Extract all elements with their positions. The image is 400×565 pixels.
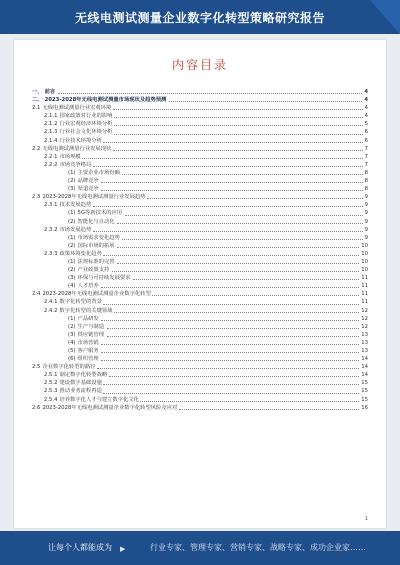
toc-entry-title: 2023-2028年无线电测试测量企业数字化转型风险及应对 [42,404,178,411]
toc-entry-title: 无线电测试测量行业发展现状 [42,145,112,152]
toc-entry-title: 法规标准的完善 [77,258,115,265]
toc-leader-dots [117,247,359,248]
toc-entry[interactable] [32,128,368,136]
toc-entry-page: 9 [364,210,368,217]
toc-entry[interactable] [32,379,368,387]
toc-entry-number: 2.5 [32,364,41,371]
toc-entry-number: 2.3.1 [44,202,58,209]
arrow-right-icon: ▶ [120,545,126,553]
toc-entry-page: 15 [361,388,368,395]
toc-entry[interactable] [32,347,368,355]
toc-leader-dots [179,409,359,410]
toc-leader-dots [114,134,363,135]
toc-entry[interactable] [32,169,368,177]
toc-entry-number: (3) [68,186,76,193]
toc-entry-number: (1) [68,210,76,217]
toc-entry-page: 11 [361,299,368,306]
toc-entry[interactable] [32,112,368,120]
toc-entry-number: 2.1 [32,105,41,112]
table-of-contents [32,88,368,412]
toc-entry-page: 12 [361,307,368,314]
toc-entry-page: 15 [361,380,368,387]
toc-entry-number: 2.3.2 [44,226,58,233]
toc-leader-dots [122,239,363,240]
toc-entry-page: 6 [364,137,368,144]
toc-entry-page: 4 [364,97,368,104]
report-footer [0,531,400,565]
toc-entry-number: (5) [68,348,76,354]
toc-entry[interactable] [32,88,368,96]
toc-entry[interactable] [32,161,368,169]
toc-entry[interactable] [32,282,368,290]
toc-entry-number: 2.4.2 [44,307,58,314]
toc-leader-dots [97,368,359,369]
toc-entry-page: 8 [364,178,368,185]
toc-entry[interactable] [32,307,368,315]
toc-entry[interactable] [32,104,368,112]
toc-entry-title: 行业技术环境分析 [59,137,102,144]
toc-entry[interactable] [32,137,368,145]
toc-entry-number: 2.2 [32,145,41,152]
toc-leader-dots [93,166,363,167]
toc-entry-number: 一、 [32,89,43,95]
toc-leader-dots [107,336,359,337]
toc-entry[interactable] [32,331,368,339]
toc-entry-page: 14 [361,364,368,371]
toc-entry-title: 环保与可持续发展要求 [77,275,131,282]
toc-entry-page: 9 [364,226,368,233]
toc-entry-number: (2) [68,218,76,225]
toc-leader-dots [114,125,363,126]
toc-entry-title: 国家政策对行业的影响 [59,113,113,120]
toc-entry-number: (6) [68,356,76,363]
toc-leader-dots [103,304,359,305]
toc-entry[interactable] [32,177,368,185]
toc-leader-dots [101,344,359,345]
toc-leader-dots [107,328,359,329]
toc-entry[interactable] [32,258,368,266]
toc-entry[interactable] [32,218,368,226]
report-header [0,0,400,34]
toc-entry-number: 2.5.2 [44,380,58,387]
toc-entry-title: 行业宏观经济环境分析 [59,121,113,128]
toc-entry-page: 16 [361,404,368,411]
toc-leader-dots [58,93,362,94]
toc-entry-number: (3) [68,331,76,338]
toc-entry-title: 无线电测试测量行业宏观环境 [42,105,112,112]
toc-entry-number: 2.1.1 [44,113,58,120]
toc-entry-title: 生产与制造 [77,323,105,330]
toc-entry-page: 4 [364,105,368,112]
document-page [14,40,386,528]
toc-entry[interactable] [32,185,368,193]
toc-title: 内容目录 [171,58,228,72]
toc-leader-dots [82,158,363,159]
toc-entry[interactable] [32,396,368,404]
toc-leader-dots [93,206,363,207]
toc-entry-number: 2.5.4 [44,396,58,403]
toc-entry[interactable] [32,266,368,274]
toc-entry-number: 2.4.1 [44,299,58,306]
toc-entry-title: 客户服务 [77,348,99,354]
toc-leader-dots [101,320,359,321]
toc-entry[interactable] [32,274,368,282]
toc-entry-title: 数字化转型的关键领域 [59,307,113,314]
toc-leader-dots [117,263,359,264]
toc-entry-number: 2.2.2 [44,161,58,168]
toc-entry-page: 13 [361,339,368,346]
toc-leader-dots [113,109,363,110]
toc-entry-title: 建设数字基础设施 [59,380,102,387]
toc-entry-title: 行业社会文化环境分析 [59,129,113,136]
toc-leader-dots [103,384,359,385]
report-title: 无线电测试测量企业数字化转型策略研究报告 [74,11,325,25]
toc-entry-page: 10 [361,267,368,274]
toc-entry[interactable] [32,315,368,323]
toc-entry-number: 二、 [32,97,43,104]
toc-entry-number: (1) [68,315,76,322]
toc-entry-page: 9 [364,194,368,201]
toc-leader-dots [109,376,359,377]
toc-entry-title: 市场竞争格局 [59,161,92,168]
toc-leader-dots [140,401,359,402]
toc-entry-page: 6 [364,129,368,136]
toc-entry-page: 14 [361,372,368,379]
toc-leader-dots [101,360,359,361]
toc-entry-title: 智能化与自动化 [77,218,115,225]
toc-entry-number: 2.4 [32,291,41,298]
toc-entry-title: 主要企业市场份额 [77,169,120,176]
toc-leader-dots [101,182,363,183]
toc-entry-page: 8 [364,169,368,176]
toc-leader-dots [112,271,359,272]
toc-leader-dots [117,223,363,224]
toc-leader-dots [133,279,359,280]
toc-entry-title: 政策环境变化趋势 [59,250,102,257]
toc-entry[interactable] [32,145,368,153]
toc-entry-number: (2) [68,242,76,249]
toc-entry-title: 国际市场的拓展 [77,242,115,249]
toc-leader-dots [103,142,363,143]
toc-leader-dots [103,255,359,256]
toc-entry-number: (2) [68,323,76,330]
toc-entry-title: 企业数字化转型的路径 [42,364,96,371]
toc-leader-dots [103,393,359,394]
toc-entry-title: 数字化转型的背景 [59,299,102,306]
toc-entry-page: 10 [361,250,368,257]
toc-entry-title: 市场营销 [77,339,99,346]
toc-entry-number: 2.5.3 [44,388,58,395]
toc-entry-title: 技术发展趋势 [59,202,92,209]
toc-leader-dots [93,231,363,232]
toc-entry-title: 5G等新技术的应用 [77,210,123,217]
toc-entry-number: 2.3.3 [44,250,58,257]
toc-entry-number: (1) [68,169,76,176]
toc-entry-page: 14 [361,356,368,363]
toc-entry[interactable] [32,323,368,331]
toc-entry-page: 7 [364,145,368,152]
toc-entry[interactable] [32,250,368,258]
toc-entry[interactable] [32,96,368,104]
toc-entry[interactable] [32,226,368,234]
toc-leader-dots [114,117,363,118]
toc-entry-title: 产品研发 [77,315,99,322]
toc-entry-number: (1) [68,258,76,265]
toc-entry-page: 10 [361,258,368,265]
toc-entry-page: 11 [361,275,368,282]
toc-entry-page: 7 [364,161,368,168]
footer-slogan: 让每个人都能成为 [48,543,112,552]
toc-entry[interactable] [32,209,368,217]
toc-entry-number: 2.1.2 [44,121,58,128]
toc-entry-number: 2.1.3 [44,129,58,136]
toc-entry[interactable] [32,193,368,201]
toc-entry-title: 渠道竞争 [77,186,99,193]
toc-entry-number: (2) [68,267,76,274]
toc-entry[interactable] [32,290,368,298]
toc-entry[interactable] [32,298,368,306]
toc-leader-dots [113,150,363,151]
toc-entry-title: 推动业务流程再造 [59,388,102,395]
toc-entry[interactable] [32,153,368,161]
toc-entry-number: (2) [68,178,76,185]
toc-entry[interactable] [32,234,368,242]
toc-entry-page: 4 [364,89,368,95]
toc-entry-title: 人才培养 [77,283,99,290]
toc-leader-dots [125,215,363,216]
footer-roles: 行业专家、管理专家、营销专家、战略专家、成功企业家…… [150,543,366,552]
toc-entry-title: 供应链管理 [77,331,105,338]
toc-leader-dots [122,174,363,175]
toc-entry-title: 2023-2028年无线电测试测量行业发展趋势 [42,194,146,201]
toc-entry-number: (3) [68,275,76,282]
toc-entry-page: 11 [361,283,368,290]
toc-entry[interactable] [32,355,368,363]
toc-entry-page: 13 [361,348,368,354]
toc-entry[interactable] [32,201,368,209]
toc-entry-number: (4) [68,339,76,346]
toc-entry-title: 市场发展趋势 [59,226,92,233]
toc-entry-title: 品牌竞争 [77,178,99,185]
toc-entry-number: 2.3 [32,194,41,201]
toc-entry[interactable] [32,387,368,395]
toc-entry[interactable] [32,120,368,128]
toc-entry-page: 5 [364,121,368,128]
toc-entry[interactable] [32,339,368,347]
toc-entry-number: (1) [68,234,76,241]
toc-entry[interactable] [32,242,368,250]
toc-entry-page: 8 [364,186,368,193]
toc-entry-page: 9 [364,218,368,225]
toc-entry[interactable] [32,363,368,371]
toc-entry-number: (4) [68,283,76,290]
toc-entry-title: 培养数字化人才与建立数字化文化 [59,396,139,403]
toc-leader-dots [169,101,362,102]
toc-leader-dots [101,287,359,288]
toc-entry-title: 制定数字化转型战略 [59,372,108,379]
toc-entry[interactable] [32,404,368,412]
toc-entry-number: 2.6 [32,404,41,411]
toc-entry-number: 2.1.4 [44,137,58,144]
toc-leader-dots [147,198,363,199]
page-number: 1 [364,516,368,522]
toc-entry-page: 10 [361,242,368,249]
toc-entry-page: 9 [364,234,368,241]
toc-entry[interactable] [32,371,368,379]
toc-entry-title: 前言 [44,89,56,95]
toc-entry-page: 13 [361,331,368,338]
toc-entry-page: 12 [361,323,368,330]
toc-entry-title: 产业政策支持 [77,267,110,274]
toc-leader-dots [101,190,363,191]
toc-leader-dots [114,312,359,313]
toc-entry-number: 2.2.1 [44,153,58,160]
toc-entry-page: 11 [361,291,368,298]
toc-leader-dots [152,295,359,296]
toc-leader-dots [101,352,359,353]
toc-entry-title: 2023-2028年无线电测试测量企业数字化转型 [42,291,151,298]
toc-entry-title: 市场需求变化趋势 [77,234,120,241]
toc-entry-page: 7 [364,153,368,160]
toc-entry-title: 2023-2028年无线电测试测量市场现状及趋势预测 [44,97,167,104]
toc-entry-page: 9 [364,202,368,209]
toc-entry-page: 15 [361,396,368,403]
toc-entry-page: 12 [361,315,368,322]
toc-entry-title: 组织管理 [77,356,99,363]
toc-entry-title: 市场规模 [59,153,81,160]
toc-entry-page: 4 [364,113,368,120]
toc-entry-number: 2.5.1 [44,372,58,379]
